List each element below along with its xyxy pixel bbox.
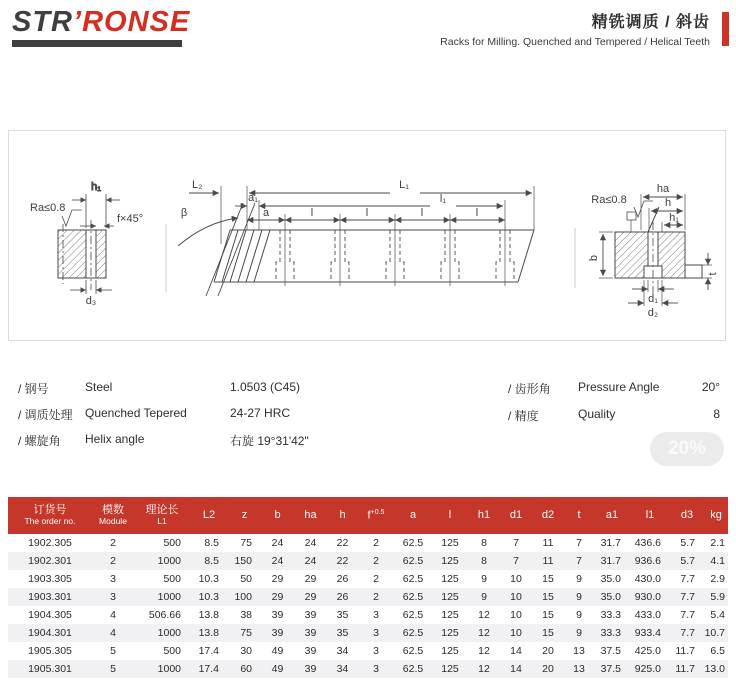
table-cell: 5 [110, 645, 116, 657]
table-cell: 15 [542, 627, 554, 639]
logo-apostrophe: ’ [73, 6, 83, 38]
table-head [8, 497, 728, 534]
table-cell: 60 [240, 663, 252, 675]
table-cell: 2.9 [710, 573, 725, 585]
table-cell: 7 [513, 555, 519, 567]
brand-logo-text [12, 8, 190, 37]
table-row [8, 660, 728, 678]
table-cell: 3 [110, 591, 116, 603]
table-cell: 930.0 [634, 591, 661, 603]
table-cell: 8 [481, 555, 487, 567]
column-header: h1 [468, 497, 500, 534]
table-cell: 11.7 [675, 645, 695, 657]
table-cell: 39 [271, 609, 284, 621]
column-header: d3 [670, 497, 704, 534]
table-cell: 10.3 [198, 591, 219, 603]
right-section-view [588, 183, 719, 319]
table-cell: 1000 [157, 555, 181, 567]
table-cell: 31.7 [600, 555, 621, 567]
spec-label-en: Steel [85, 380, 113, 394]
table-cell: 10 [510, 627, 522, 639]
table-cell: 34 [336, 663, 349, 675]
table-cell: 15 [542, 609, 554, 621]
table-cell: 50 [240, 573, 252, 585]
table-row [8, 570, 728, 588]
table-cell: 3 [373, 627, 379, 639]
discount-badge: 20% [650, 432, 724, 466]
table-cell: 13 [573, 645, 585, 657]
table-cell: 11 [542, 537, 554, 549]
table-cell: 38 [240, 609, 252, 621]
column-header: kg [704, 497, 728, 534]
table-cell: 3 [373, 645, 379, 657]
table-cell: 100 [234, 591, 252, 603]
table-cell: 5.7 [680, 555, 695, 567]
table-cell: 24 [271, 537, 284, 549]
table-cell: 24 [304, 537, 317, 549]
column-header: h [327, 497, 358, 534]
table-body [8, 534, 728, 678]
table-cell: 29 [271, 573, 284, 585]
table-cell: 22 [336, 555, 349, 567]
table-cell: 13.8 [198, 627, 219, 639]
rack-side-view [178, 179, 534, 296]
table-cell: 4 [110, 627, 116, 639]
table-cell: 3 [373, 609, 379, 621]
table-cell: 8.5 [204, 537, 219, 549]
table-cell: 2 [373, 573, 379, 585]
spec-value: 8 [713, 407, 720, 421]
column-header: ha [294, 497, 327, 534]
table-cell: 13.8 [198, 609, 219, 621]
table-cell: 62.5 [402, 591, 424, 603]
header-accent-bar [722, 12, 729, 46]
table-cell: 24 [304, 555, 317, 567]
column-header: 模数 Module [92, 497, 134, 534]
dim-label-l: l [310, 207, 314, 219]
table-cell: 13.0 [704, 663, 725, 675]
column-header: l [432, 497, 468, 534]
column-header: 订货号 The order no. [8, 497, 92, 534]
table-cell: 430.0 [634, 573, 661, 585]
table-cell: 12 [478, 609, 490, 621]
column-header: d2 [532, 497, 564, 534]
table-cell: 49 [271, 663, 284, 675]
table-cell: 22 [336, 537, 349, 549]
table-cell: 1000 [157, 627, 181, 639]
order-no-cell: 1904.305 [28, 609, 72, 621]
dim-label-ra: Ra≤0.8 [591, 194, 627, 206]
spec-label-cn: / 调质处理 [18, 408, 73, 422]
column-header: d1 [500, 497, 532, 534]
table-cell: 35 [336, 627, 349, 639]
column-header: 理论长 L1 [134, 497, 190, 534]
table-row [8, 588, 728, 606]
dim-label-a1: a₁ [248, 192, 258, 204]
table-cell: 12 [478, 663, 490, 675]
table-cell: 7 [576, 555, 582, 567]
table-cell: 5.9 [710, 591, 725, 603]
table-cell: 936.6 [634, 555, 661, 567]
table-cell: 3 [110, 573, 116, 585]
table-cell: 2 [373, 591, 379, 603]
dim-label-b: b [588, 254, 600, 262]
dim-label-h1: h₁ [669, 212, 679, 224]
table-cell: 9 [576, 591, 582, 603]
table-cell: 11 [542, 555, 554, 567]
table-cell: 500 [163, 645, 181, 657]
dim-label-l1: l₁ [439, 193, 447, 205]
spec-label-en: Quenched Tepered [85, 406, 187, 420]
table-cell: 12 [478, 627, 490, 639]
table-row [8, 642, 728, 660]
table-cell: 26 [336, 573, 349, 585]
table-cell: 433.0 [634, 609, 661, 621]
table-cell: 125 [441, 555, 459, 567]
dim-label-l: l [420, 207, 424, 219]
table-cell: 425.0 [634, 645, 661, 657]
column-header: z [228, 497, 261, 534]
surface-finish-icon [634, 201, 653, 217]
table-cell: 39 [271, 627, 284, 639]
table-cell: 9 [576, 609, 582, 621]
table-cell: 35.0 [600, 573, 621, 585]
table-cell: 62.5 [402, 555, 424, 567]
table-cell: 62.5 [402, 645, 424, 657]
table-cell: 2 [110, 537, 116, 549]
dim-label-ha: ha [656, 183, 670, 195]
column-header: a1 [594, 497, 630, 534]
table-cell: 125 [441, 645, 459, 657]
table-cell: 1000 [157, 591, 181, 603]
table-cell: 30 [240, 645, 252, 657]
table-cell: 5.4 [710, 609, 725, 621]
table-cell: 8.5 [204, 555, 219, 567]
table-cell: 436.6 [634, 537, 661, 549]
column-header: L2 [190, 497, 228, 534]
table-cell: 10.3 [198, 573, 219, 585]
order-no-cell: 1902.305 [28, 537, 72, 549]
technical-drawing-panel [8, 130, 726, 341]
page-title-en: Racks for Milling. Quenched and Tempered / Helical Teeth [440, 36, 710, 48]
order-no-cell: 1902.301 [28, 555, 72, 567]
table-cell: 33.3 [600, 609, 621, 621]
table-cell: 37.5 [600, 663, 621, 675]
table-cell: 7 [576, 537, 582, 549]
table-row [8, 552, 728, 570]
table-cell: 62.5 [402, 537, 424, 549]
table-cell: 6.5 [710, 645, 725, 657]
table-cell: 39 [304, 627, 317, 639]
dim-label-beta: β [180, 207, 188, 219]
table-cell: 17.4 [198, 663, 219, 675]
table-cell: 10 [510, 573, 522, 585]
table-row [8, 534, 728, 552]
table-cell: 933.4 [634, 627, 661, 639]
page-header-title [440, 9, 710, 48]
table-cell: 125 [441, 591, 459, 603]
spec-label-en: Quality [578, 407, 616, 421]
dim-label-chamfer: f×45° [117, 213, 144, 225]
table-cell: 506.66 [148, 609, 181, 621]
table-cell: 7 [513, 537, 519, 549]
table-cell: 11.7 [675, 663, 695, 675]
order-no-cell: 1903.301 [28, 591, 72, 603]
order-no-cell: 1905.301 [28, 663, 72, 675]
table-header-row [8, 497, 728, 534]
table-cell: 62.5 [402, 609, 424, 621]
spec-label-en: Pressure Angle [578, 380, 660, 394]
table-cell: 2.1 [710, 537, 725, 549]
spec-label-cn: / 钢号 [18, 382, 49, 396]
table-cell: 500 [163, 573, 181, 585]
table-cell: 5.7 [680, 537, 695, 549]
table-cell: 31.7 [600, 537, 621, 549]
table-cell: 7.7 [680, 627, 695, 639]
table-cell: 125 [441, 573, 459, 585]
table-cell: 2 [373, 537, 379, 549]
table-cell: 7.7 [680, 609, 695, 621]
table-cell: 20 [542, 645, 554, 657]
order-no-cell: 1904.301 [28, 627, 72, 639]
dim-label-ra: Ra≤0.8 [30, 202, 66, 214]
table-cell: 15 [542, 591, 554, 603]
table-cell: 75 [240, 627, 252, 639]
dimension-lines [189, 193, 532, 220]
table-cell: 35.0 [600, 591, 621, 603]
logo-text-right: RONSE [82, 6, 191, 38]
left-end-view [30, 181, 143, 307]
table-row [8, 624, 728, 642]
table-cell: 10 [510, 609, 522, 621]
table-cell: 4.1 [710, 555, 725, 567]
table-cell: 3 [373, 663, 379, 675]
spec-value: 20° [701, 380, 720, 394]
dim-label-t: t [707, 272, 719, 276]
table-cell: 7.7 [680, 591, 695, 603]
table-cell: 9 [481, 573, 487, 585]
dim-label-d3: d₃ [85, 295, 97, 307]
table-cell: 9 [481, 591, 487, 603]
table-cell: 75 [240, 537, 252, 549]
column-header: l1 [630, 497, 670, 534]
logo-text-left: STR [12, 6, 73, 38]
table-cell: 62.5 [402, 663, 424, 675]
table-cell: 8 [481, 537, 487, 549]
table-cell: 33.3 [600, 627, 621, 639]
table-cell: 925.0 [634, 663, 661, 675]
table-cell: 4 [110, 609, 116, 621]
table-cell: 14 [510, 645, 522, 657]
table-cell: 5 [110, 663, 116, 675]
table-cell: 49 [271, 645, 284, 657]
table-cell: 125 [441, 609, 459, 621]
spec-value: 右旋 19°31'42" [230, 434, 309, 448]
dim-label-d1: d₁ [648, 293, 658, 305]
table-cell: 39 [304, 609, 317, 621]
table-cell: 2 [373, 555, 379, 567]
order-no-cell: 1903.305 [28, 573, 72, 585]
table-cell: 10.7 [704, 627, 725, 639]
rack-technical-drawing [9, 131, 725, 340]
specifications-section [0, 374, 736, 474]
table-cell: 12 [478, 645, 490, 657]
order-no-cell: 1905.305 [28, 645, 72, 657]
spec-label-cn: / 螺旋角 [18, 434, 61, 448]
table-cell: 125 [441, 663, 459, 675]
table-cell: 20 [542, 663, 554, 675]
spec-table [8, 497, 728, 678]
table-cell: 62.5 [402, 627, 424, 639]
table-cell: 29 [271, 591, 284, 603]
table-cell: 125 [441, 537, 459, 549]
table-cell: 39 [304, 663, 317, 675]
spec-label-cn: / 齿形角 [508, 382, 551, 396]
table-row [8, 606, 728, 624]
spec-value: 1.0503 (C45) [230, 380, 301, 394]
dim-label-a: a [262, 207, 270, 219]
table-cell: 29 [304, 591, 317, 603]
table-cell: 35 [336, 609, 349, 621]
column-header: $f^{+0.5}$ [358, 497, 394, 534]
table-cell: 125 [441, 627, 459, 639]
table-cell: 29 [304, 573, 317, 585]
dim-label-h: h [664, 197, 672, 209]
column-header: a [394, 497, 432, 534]
table-cell: 24 [271, 555, 284, 567]
table-cell: 37.5 [600, 645, 621, 657]
table-cell: 500 [163, 537, 181, 549]
flatness-symbol-icon [627, 212, 636, 220]
table-cell: 26 [336, 591, 349, 603]
column-header: b [261, 497, 294, 534]
table-cell: 14 [510, 663, 522, 675]
dim-label-d2: d₂ [647, 307, 659, 319]
dim-label-l: l [475, 207, 479, 219]
table-cell: 150 [234, 555, 252, 567]
table-cell: 17.4 [198, 645, 219, 657]
table-cell: 7.7 [680, 573, 695, 585]
dim-label-L2: L₂ [192, 179, 203, 191]
dim-label-L1: L₁ [399, 179, 409, 191]
dim-label-h1: h₁ [91, 181, 101, 193]
spec-value: 24-27 HRC [230, 406, 291, 420]
column-header: t [564, 497, 594, 534]
dim-label-l: l [365, 207, 369, 219]
logo-underline-bar [12, 40, 182, 47]
table-cell: 9 [576, 573, 582, 585]
brand-logo [12, 8, 190, 47]
table-cell: 39 [304, 645, 317, 657]
page-title-cn: 精铣调质 / 斜齿 [591, 14, 710, 31]
spec-label-en: Helix angle [85, 432, 145, 446]
table-cell: 34 [336, 645, 349, 657]
table-cell: 1000 [157, 663, 181, 675]
table-cell: 9 [576, 627, 582, 639]
spec-label-cn: / 精度 [508, 409, 539, 423]
table-cell: 13 [573, 663, 585, 675]
table-cell: 15 [542, 573, 554, 585]
table-cell: 62.5 [402, 573, 424, 585]
table-cell: 10 [510, 591, 522, 603]
table-cell: 2 [110, 555, 116, 567]
